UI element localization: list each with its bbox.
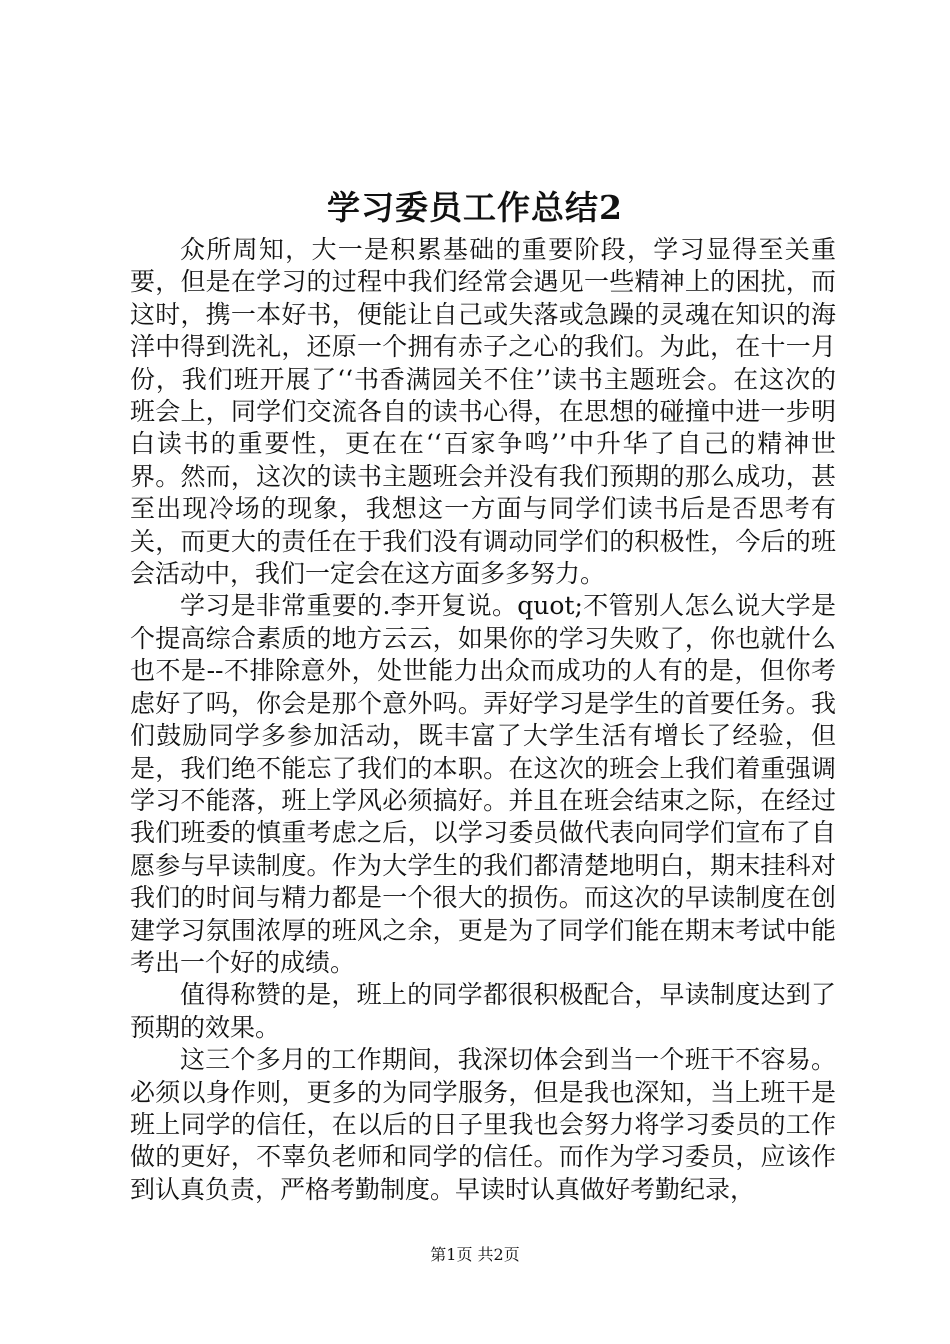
paragraph-3: 值得称赞的是，班上的同学都很积极配合，早读制度达到了预期的效果。 <box>130 980 836 1042</box>
paragraph-4: 这三个多月的工作期间，我深切体会到当一个班干不容易。必须以身作则，更多的为同学服务，但是我也深知，当上班干是班上同学的信任，在以后的日子里我也会努力将学习委员的工作做的更好，不辜负老师和同学的信任。而作为学习委员，应该作到认真负责，严格考勤制度。早读时认真做好考勤纪录， <box>130 1045 836 1204</box>
document-title: 学习委员工作总结2 <box>327 188 623 227</box>
paragraph-1: 众所周知，大一是积累基础的重要阶段，学习显得至关重要，但是在学习的过程中我们经常会遇见一些精神上的困扰，而这时，携一本好书，便能让自己或失落或急躁的灵魂在知识的海洋中得到洗礼，还原一个拥有赤子之心的我们。为此，在十一月份，我们班开展了‘‘书香满园关不住’’读书主题班会。在这次的班会上，同学们交流各自的读书心得，在思想的碰撞中进一步明白读书的重要性，更在在‘‘百家争鸣’’中升华了自己的精神世界。然而，这次的读书主题班会并没有我们预期的那么成功，甚至出现冷场的现象，我想这一方面与同学们读书后是否思考有关，而更大的责任在于我们没有调动同学们的积极性，今后的班会活动中，我们一定会在这方面多多努力。 <box>130 235 836 589</box>
paragraph-2: 学习是非常重要的.李开复说。quot;不管别人怎么说大学是个提高综合素质的地方云云，如果你的学习失败了，你也就什么也不是--不排除意外，处世能力出众而成功的人有的是，但你考虑好了吗，你会是那个意外吗。弄好学习是学生的首要任务。我们鼓励同学多参加活动，既丰富了大学生活有增长了经验，但是，我们绝不能忘了我们的本职。在这次的班会上我们着重强调学习不能落，班上学风必须搞好。并且在班会结束之际，在经过我们班委的慎重考虑之后，以学习委员做代表向同学们宣布了自愿参与早读制度。作为大学生的我们都清楚地明白，期末挂科对我们的时间与精力都是一个很大的损伤。而这次的早读制度在创建学习氛围浓厚的班风之余，更是为了同学们能在期末考试中能考出一个好的成绩。 <box>130 591 836 977</box>
document-body <box>130 234 836 1206</box>
page-footer: 第1页 共2页 <box>430 1245 520 1264</box>
